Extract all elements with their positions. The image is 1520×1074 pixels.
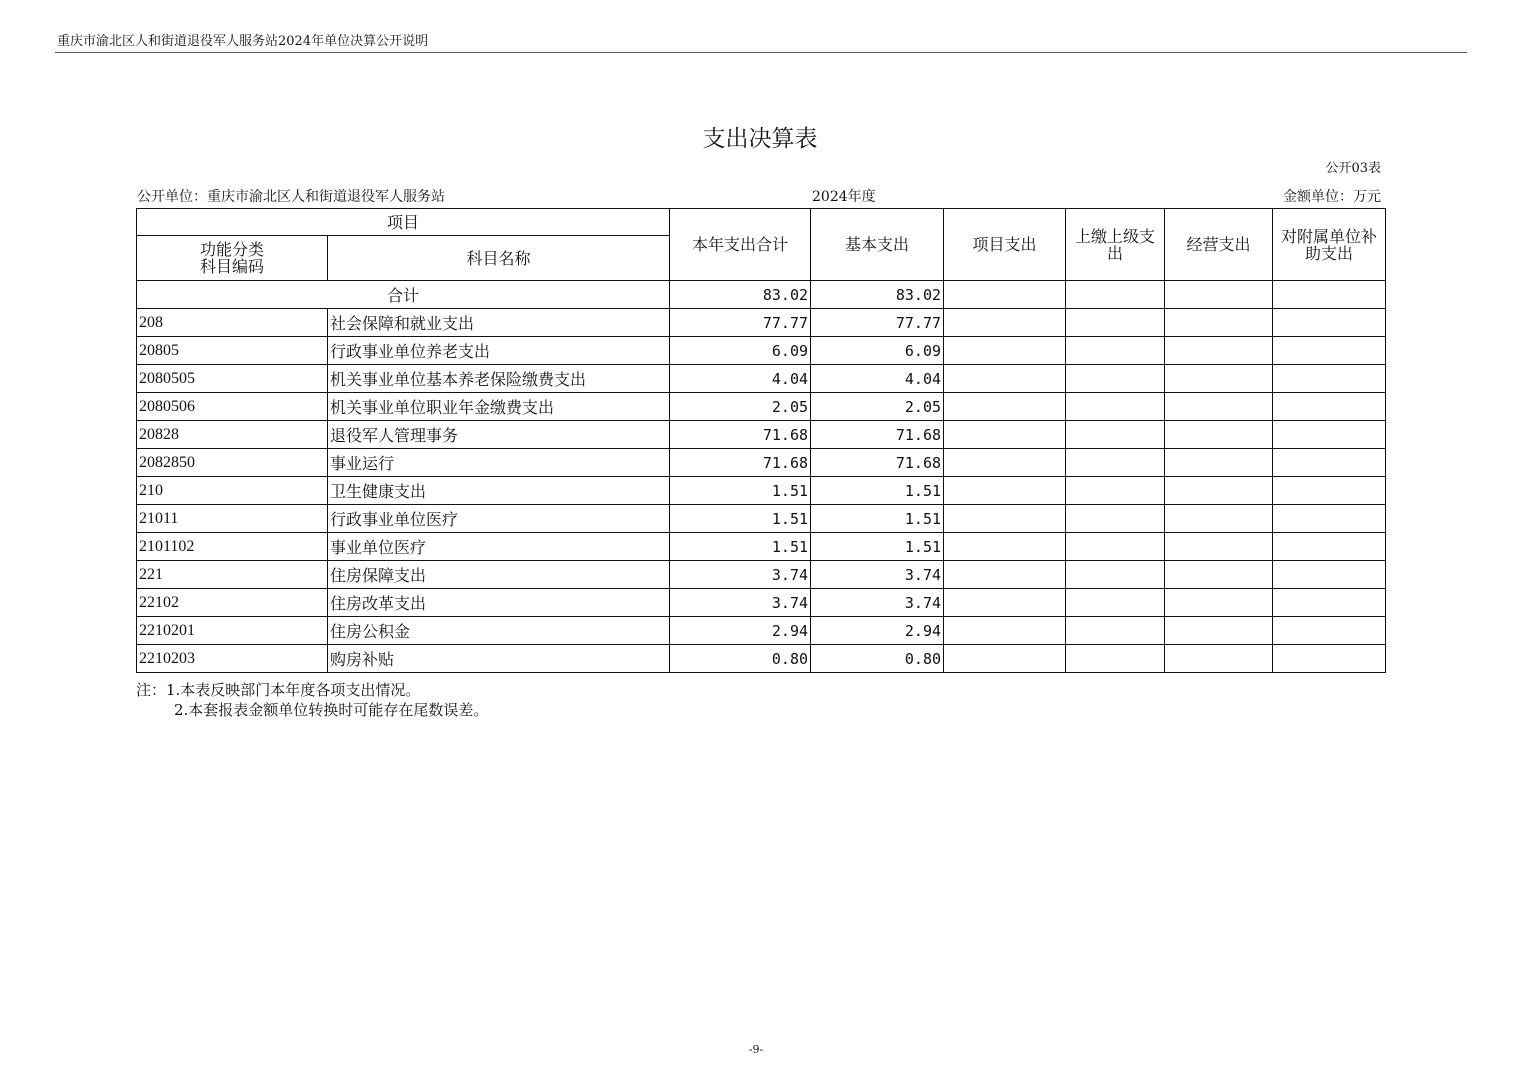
row-basic: 71.68 — [811, 421, 944, 449]
row-name: 退役军人管理事务 — [328, 421, 670, 449]
header-business: 经营支出 — [1165, 209, 1273, 281]
header-total: 本年支出合计 — [670, 209, 811, 281]
row-upper — [1066, 337, 1165, 365]
row-upper — [1066, 309, 1165, 337]
row-project — [944, 309, 1066, 337]
total-row — [137, 281, 1386, 309]
row-name: 卫生健康支出 — [328, 477, 670, 505]
row-project — [944, 589, 1066, 617]
row-project — [944, 449, 1066, 477]
row-project — [944, 617, 1066, 645]
row-business — [1165, 617, 1273, 645]
row-subsidy — [1273, 421, 1386, 449]
header-project: 项目支出 — [944, 209, 1066, 281]
table-row — [137, 589, 1386, 617]
row-upper — [1066, 617, 1165, 645]
table-row — [137, 365, 1386, 393]
money-unit: 金额单位：万元 — [1283, 189, 1381, 205]
row-business — [1165, 449, 1273, 477]
header-name: 科目名称 — [328, 236, 670, 281]
row-upper — [1066, 533, 1165, 561]
row-code: 21011 — [137, 505, 328, 533]
row-basic: 6.09 — [811, 337, 944, 365]
row-basic: 4.04 — [811, 365, 944, 393]
row-basic: 2.94 — [811, 617, 944, 645]
row-upper — [1066, 561, 1165, 589]
row-total: 1.51 — [670, 477, 811, 505]
row-name: 购房补贴 — [328, 645, 670, 673]
total-upper — [1066, 281, 1165, 309]
document-header: 重庆市渝北区人和街道退役军人服务站2024年单位决算公开说明 — [57, 34, 429, 49]
row-business — [1165, 645, 1273, 673]
row-basic: 71.68 — [811, 449, 944, 477]
header-upper: 上缴上级支出 — [1066, 209, 1165, 281]
row-business — [1165, 365, 1273, 393]
row-total: 1.51 — [670, 505, 811, 533]
row-code: 210 — [137, 477, 328, 505]
row-code: 221 — [137, 561, 328, 589]
row-code: 2101102 — [137, 533, 328, 561]
row-code: 2210203 — [137, 645, 328, 673]
row-total: 1.51 — [670, 533, 811, 561]
row-subsidy — [1273, 505, 1386, 533]
total-amount: 83.02 — [670, 281, 811, 309]
table-row — [137, 561, 1386, 589]
row-upper — [1066, 365, 1165, 393]
row-basic: 0.80 — [811, 645, 944, 673]
row-name: 行政事业单位医疗 — [328, 505, 670, 533]
header-code-line1: 功能分类 — [199, 240, 264, 259]
row-subsidy — [1273, 393, 1386, 421]
row-code: 208 — [137, 309, 328, 337]
row-project — [944, 337, 1066, 365]
row-business — [1165, 477, 1273, 505]
table-row — [137, 421, 1386, 449]
row-name: 机关事业单位职业年金缴费支出 — [328, 393, 670, 421]
row-project — [944, 421, 1066, 449]
row-business — [1165, 561, 1273, 589]
row-total: 6.09 — [670, 337, 811, 365]
table-row — [137, 645, 1386, 673]
row-project — [944, 505, 1066, 533]
row-project — [944, 561, 1066, 589]
total-business — [1165, 281, 1273, 309]
table-row — [137, 505, 1386, 533]
row-subsidy — [1273, 477, 1386, 505]
row-name: 社会保障和就业支出 — [328, 309, 670, 337]
row-business — [1165, 393, 1273, 421]
row-project — [944, 365, 1066, 393]
row-business — [1165, 505, 1273, 533]
row-basic: 77.77 — [811, 309, 944, 337]
row-business — [1165, 309, 1273, 337]
row-subsidy — [1273, 589, 1386, 617]
row-business — [1165, 337, 1273, 365]
row-upper — [1066, 645, 1165, 673]
row-subsidy — [1273, 449, 1386, 477]
header-item: 项目 — [137, 209, 670, 236]
row-total: 2.05 — [670, 393, 811, 421]
page-number: -9- — [748, 1043, 764, 1056]
reporting-unit: 公开单位：重庆市渝北区人和街道退役军人服务站 — [137, 189, 445, 205]
table-number: 公开03表 — [1325, 161, 1381, 176]
row-project — [944, 393, 1066, 421]
row-total: 4.04 — [670, 365, 811, 393]
table-row — [137, 617, 1386, 645]
row-business — [1165, 533, 1273, 561]
row-name: 事业运行 — [328, 449, 670, 477]
row-subsidy — [1273, 365, 1386, 393]
row-upper — [1066, 449, 1165, 477]
row-total: 71.68 — [670, 421, 811, 449]
row-code: 2080505 — [137, 365, 328, 393]
row-upper — [1066, 421, 1165, 449]
row-code: 2082850 — [137, 449, 328, 477]
row-subsidy — [1273, 645, 1386, 673]
row-subsidy — [1273, 561, 1386, 589]
row-basic: 1.51 — [811, 505, 944, 533]
total-basic: 83.02 — [811, 281, 944, 309]
page-title: 支出决算表 — [702, 126, 818, 152]
table-row — [137, 309, 1386, 337]
expenditure-table — [136, 208, 1386, 673]
row-upper — [1066, 505, 1165, 533]
row-project — [944, 645, 1066, 673]
row-name: 事业单位医疗 — [328, 533, 670, 561]
row-project — [944, 477, 1066, 505]
total-subsidy — [1273, 281, 1386, 309]
row-name: 行政事业单位养老支出 — [328, 337, 670, 365]
header-rule — [55, 52, 1467, 53]
row-upper — [1066, 477, 1165, 505]
row-upper — [1066, 393, 1165, 421]
row-subsidy — [1273, 617, 1386, 645]
row-basic: 3.74 — [811, 561, 944, 589]
row-name: 住房公积金 — [328, 617, 670, 645]
row-total: 3.74 — [670, 589, 811, 617]
row-project — [944, 533, 1066, 561]
table-row — [137, 449, 1386, 477]
table-row — [137, 477, 1386, 505]
note-1: 注：1.本表反映部门本年度各项支出情况。 — [136, 681, 421, 699]
header-code — [137, 236, 328, 281]
row-name: 机关事业单位基本养老保险缴费支出 — [328, 365, 670, 393]
row-business — [1165, 421, 1273, 449]
header-subsidy: 对附属单位补助支出 — [1273, 209, 1386, 281]
fiscal-year: 2024年度 — [812, 189, 876, 205]
row-total: 3.74 — [670, 561, 811, 589]
row-total: 0.80 — [670, 645, 811, 673]
row-code: 2210201 — [137, 617, 328, 645]
row-total: 2.94 — [670, 617, 811, 645]
header-basic: 基本支出 — [811, 209, 944, 281]
row-subsidy — [1273, 533, 1386, 561]
total-label: 合计 — [137, 281, 670, 309]
row-total: 77.77 — [670, 309, 811, 337]
row-name: 住房保障支出 — [328, 561, 670, 589]
row-code: 20805 — [137, 337, 328, 365]
notes — [136, 680, 488, 720]
row-code: 2080506 — [137, 393, 328, 421]
row-subsidy — [1273, 309, 1386, 337]
row-code: 20828 — [137, 421, 328, 449]
table-row — [137, 337, 1386, 365]
row-basic: 2.05 — [811, 393, 944, 421]
note-2: 2.本套报表金额单位转换时可能存在尾数误差。 — [174, 701, 489, 719]
row-subsidy — [1273, 337, 1386, 365]
row-basic: 3.74 — [811, 589, 944, 617]
row-total: 71.68 — [670, 449, 811, 477]
row-upper — [1066, 589, 1165, 617]
row-name: 住房改革支出 — [328, 589, 670, 617]
row-basic: 1.51 — [811, 533, 944, 561]
table-row — [137, 393, 1386, 421]
row-business — [1165, 589, 1273, 617]
row-basic: 1.51 — [811, 477, 944, 505]
table-row — [137, 533, 1386, 561]
row-code: 22102 — [137, 589, 328, 617]
header-code-line2: 科目编码 — [199, 257, 264, 276]
total-project — [944, 281, 1066, 309]
